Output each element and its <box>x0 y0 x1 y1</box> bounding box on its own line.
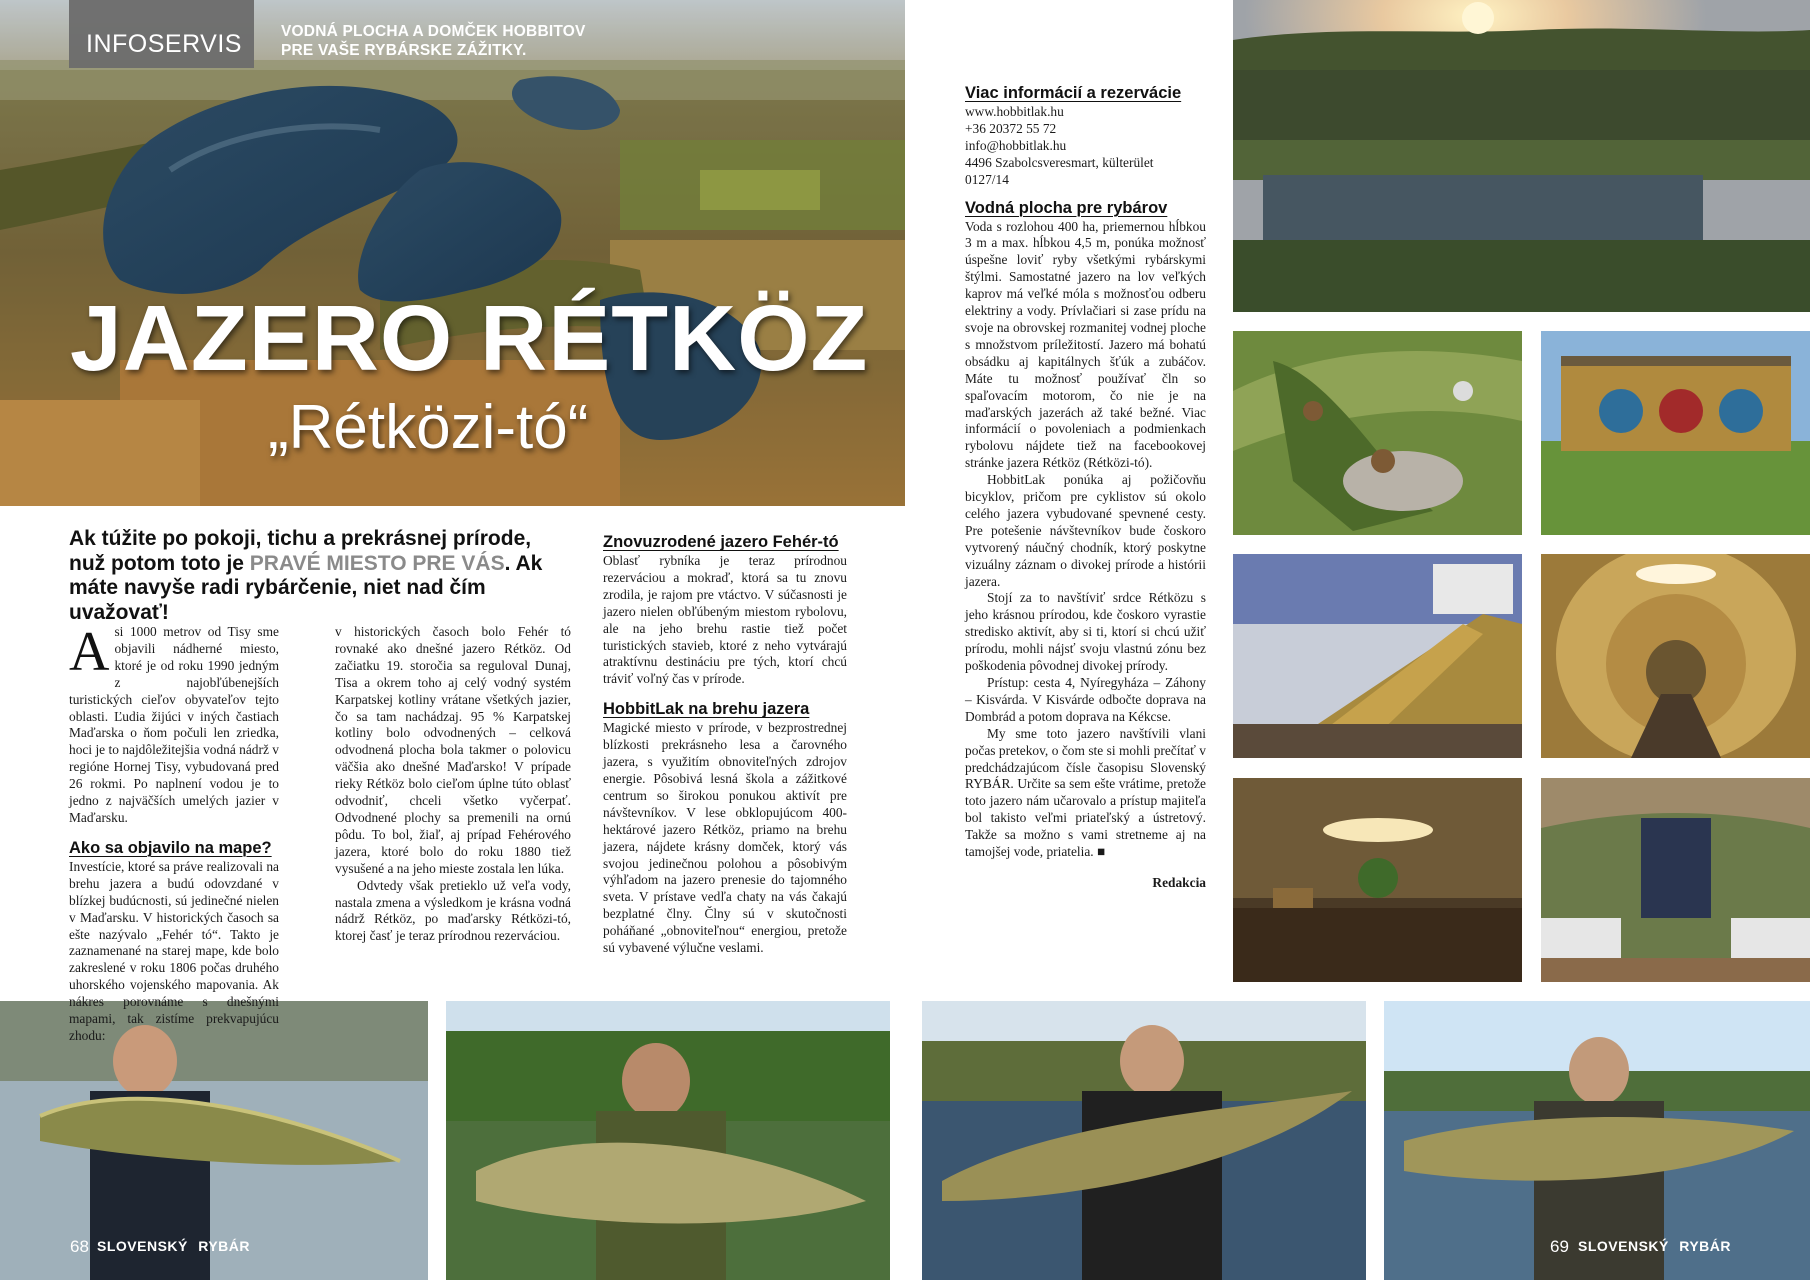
contact-block <box>965 104 1206 189</box>
col4-paragraph-2: HobbitLak ponúka aj požičovňu bicyklov, pričom pre cyklistov sú okolo celého jazera vybudované spevnené cesty. Pre potešenie návštevníkov bude čoskoro vytvorený náučný chodník, ktorý poskytne vizuálny záznam o divokej prírode a histórii jazera. <box>965 472 1206 589</box>
drop-cap: A <box>69 621 110 683</box>
brand-logo-right <box>1578 1238 1731 1254</box>
column-3 <box>603 533 847 957</box>
contact-address: 4496 Szabolcsveresmart, külterület <box>965 154 1154 170</box>
brand-name-part2: RYBÁR <box>1679 1238 1732 1254</box>
lead-paragraph <box>69 527 569 625</box>
brand-logo-left <box>97 1238 250 1254</box>
lead-text-2: . Ak máte navyše radi rybárčenie, niet nad čím uvažovať! <box>69 551 543 624</box>
brand-name-part2: RYBÁR <box>198 1238 251 1254</box>
col4-paragraph-5-text: My sme toto jazero navštívili vlani počas pretekov, o čom ste si mohli prečítať v predchádzajúcom čísle časopisu Slovenský RYBÁR. Určite sa sem ešte vrátime, pretože toto jazero nám učarovalo a prístup majiteľa bol takisto veľmi priateľský a ústretový. Takže sa možno s vami stretneme aj na tamojšej vode, priatelia. <box>965 725 1206 860</box>
heading-map: Ako sa objavilo na mape? <box>69 838 272 857</box>
hobbit-houses-aerial-photo <box>1233 331 1522 535</box>
heading-more-info: Viac informácií a rezervácie <box>965 84 1182 102</box>
column-1 <box>69 621 279 1045</box>
section-label: INFOSERVIS <box>86 30 242 58</box>
page-number-right: 69 <box>1550 1237 1569 1256</box>
col4-paragraph-3: Stojí za to navštíviť srdce Rétközu s jeho krásnou prírodou, kde čoskoro vyrastie stredisko aktivít, aby si ti, ktorí si chcú užiť prírodu, mohli nájsť svoju vlastnú zónu bez poškodenia pôvodnej divokej prírody. <box>965 590 1206 674</box>
heading-feher-to: Znovuzrodené jazero Fehér-tó <box>603 533 839 551</box>
brand-name-part1: SLOVENSKÝ <box>97 1238 188 1254</box>
column-2 <box>335 624 571 945</box>
signature: Redakcia <box>1152 874 1206 890</box>
col3-paragraph-2: Magické miesto v prírode, v bezprostrednej blízkosti prekrásneho lesa a čarovného jazera, s využitím obnoviteľných zdrojov energie. Pôsobivá lesná škola a zážitkové centrum so širokou ponukou aktivít pre návštevníkov. V lese obklopujúcom 400-hektárové jazero Rétköz, priamo na brehu jazera, nájdete krásny domček, ktorý vás svojou jedinečnou polohou a pôsobivým výhľadom na jazero prenesie do tajomného sveta. V prístave vedľa chaty na vás čakajú bezplatné člny. Člny sú v skutočnosti poháňané „obnoviteľnou“ energiou, pretože sú vybavené výlučne veslami. <box>603 720 847 956</box>
col2-paragraph-1: v historických časoch bolo Fehér tó rovnaké ako dnešné jazero Rétköz. Od začiatku 19. storočia sa reguloval Dunaj, Tisa a okrem toho aj celý vodný systém Karpatskej kotliny vrátane všetkých jazier, čo sa tam nachádzaj. 95 % Karpatskej kotliny bolo odvodnených – celková odvodnená plocha bola takmer o polovicu väčšia ako dnešné Maďarsko! V prípade rieky Rétköz bolo cieľom úplne túto oblasť odvodniť, chceli všetko vyčerpať. Odvodnené plochy sa premenili na ornú pôdu. To bol, žiaľ, aj prípad Fehérového jazera, ktoré bolo do roku 1880 tiež vysušené a na jeho mieste zostala len lúka. <box>335 624 571 876</box>
lead-highlight: PRAVÉ MIESTO PRE VÁS <box>249 551 505 575</box>
dining-hall-photo <box>1233 554 1522 758</box>
hero-title: JAZERO RÉTKÖZ <box>70 286 869 390</box>
hobbit-house-front-photo <box>1541 331 1810 535</box>
contact-phone: +36 20372 55 72 <box>965 120 1057 136</box>
round-room-photo <box>1233 778 1522 982</box>
heading-fishing-water: Vodná plocha pre rybárov <box>965 198 1168 217</box>
header-tagline-line2: PRE VAŠE RYBÁRSKE ZÁŽITKY. <box>281 42 527 59</box>
column-4 <box>965 84 1206 892</box>
contact-address-number: 0127/14 <box>965 171 1009 187</box>
header-tagline-line1: VODNÁ PLOCHA A DOMČEK HOBBITOV <box>281 23 586 40</box>
col2-paragraph-2: Odvtedy však pretieklo už veľa vody, nastala zmena a výsledkom je krásna vodná nádrž Rétköz, po maďarsky Rétközi-tó, ktorej časť je teraz prírodnou rezerváciou. <box>335 877 571 944</box>
sunset-lake-photo <box>1233 0 1810 312</box>
contact-web[interactable]: www.hobbitlak.hu <box>965 104 1064 119</box>
lead-text-1: Ak túžite po pokoji, tichu a prekrásnej prírode, nuž potom toto je <box>69 527 532 575</box>
page-number-left: 68 <box>70 1237 89 1256</box>
end-mark: ■ <box>1097 844 1106 860</box>
col1-paragraph-2: Investície, ktoré sa práve realizovali na brehu jazera a budú odovzdané v blízkej budúcnosti, sú jedinečné nielen v Maďarsku. V historických časoch sa ešte nazývalo „Fehér tó“. Takto je zaznamenané na starej mape, kde bolo zakreslené v roku 1806 počas druhého uhorského vojenského mapovania. Ak nákres porovnáme s dnešnými mapami, tak zistíme prekvapujúcu zhodu: <box>69 858 279 1043</box>
hero-subtitle: „Rétközi-tó“ <box>268 393 589 462</box>
angler-pike-photo-2 <box>922 1001 1366 1280</box>
col4-paragraph-4: Prístup: cesta 4, Nyíregyháza – Záhony – Kisvárda. V Kisvárde odbočte doprava na Dombrád a potom doprava na Kékcse. <box>965 675 1206 724</box>
angler-zander-photo <box>446 1001 890 1280</box>
col4-paragraph-1: Voda s rozlohou 400 ha, priemernou hĺbkou 3 m a max. hĺbkou 4,5 m, ponúka možnosť úspešne loviť ryby všetkými rybárskymi štýlmi. Samostatné jazero na lov veľkých kaprov má veľké móla s možnosťou odberu elektriny a vody. Prívlačiari si zase prídu na svoje na obrovskej rozmanitej vodnej ploche s množstvom príležitostí. Jazero má bohatú obsádku aj kapitálnych šťúk a zubáčov. Máte tu možnosť používať čln so spaľovacím motorom, čo nie je na maďarských jazerách až také bežné. Viac informácií o povoleniach a podmienkach rybolovu nájdete tiež na facebookovej stránke jazera Rétköz (Rétközi-tó). <box>965 218 1206 471</box>
col1-paragraph-1: si 1000 metrov od Tisy sme objavili nádherné miesto, ktoré je od roku 1990 jedným z najobľúbenejších turistických cieľov obyvateľov tejto oblasti. Ľudia žijúci v iných častiach Maďarska o ňom počuli len zriedka, hoci je to najdôležitejšia vodná nádrž v regióne Hornej Tisy, vybudovaná pred 26 rokmi. Po naplnení vodou je to jedno z najväčších umelých jazier v Maďarsku. <box>69 624 279 825</box>
bunk-room-photo <box>1541 778 1810 982</box>
col3-paragraph-1: Oblasť rybníka je teraz prírodnou rezerváciou a mokraď, ktorá sa tu znovu zrodila, je rajom pre vtáctvo. V súčasnosti je jazero nielen obľúbeným miestom rybolovu, ale na jeho brehu rastie tiež počet turistických stavieb, ktoré z neho vytvárajú atraktívnu destináciu pre tých, ktorí chcú tráviť voľný čas v prírode. <box>603 553 847 687</box>
contact-email[interactable]: info@hobbitlak.hu <box>965 137 1067 153</box>
heading-hobbitlak: HobbitLak na brehu jazera <box>603 700 810 719</box>
brand-name-part1: SLOVENSKÝ <box>1578 1238 1669 1254</box>
tunnel-corridor-photo <box>1541 554 1810 758</box>
col4-paragraph-5 <box>965 726 1206 861</box>
